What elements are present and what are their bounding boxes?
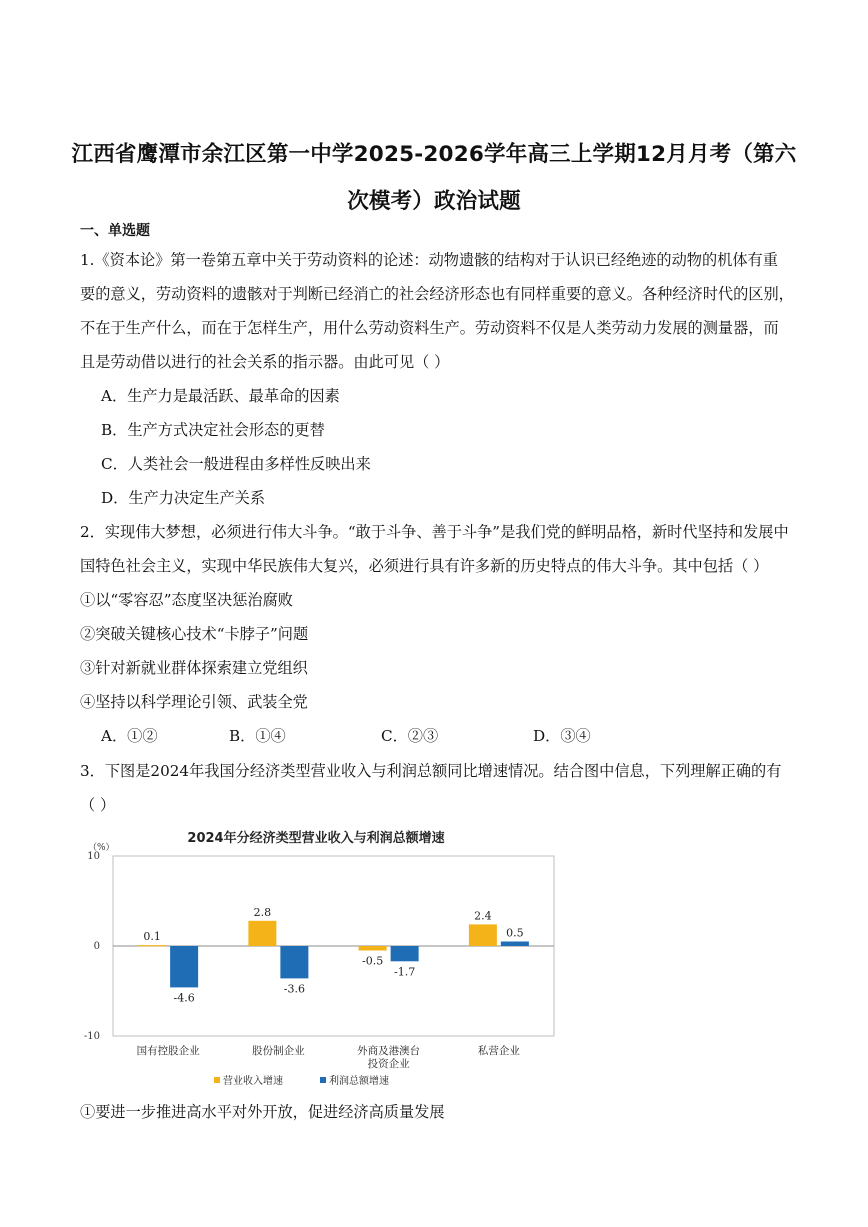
q2-text-line: 2．实现伟大梦想，必须进行伟大斗争。“敢于斗争、善于斗争”是我们党的鲜明品格，新时代坚持和发展中 xyxy=(80,523,789,541)
q1-option-b: B．生产方式决定社会形态的更替 xyxy=(101,421,325,439)
bar-data-label: 2.8 xyxy=(253,905,272,919)
q1-text-line: 且是劳动借以进行的社会关系的指示器。由此可见（ ） xyxy=(80,353,450,371)
bar-data-label: 0.1 xyxy=(143,930,161,944)
x-category-label: 投资企业 xyxy=(367,1058,410,1070)
q3-text-line: （ ） xyxy=(80,796,116,814)
bar-data-label: 0.5 xyxy=(506,926,524,940)
bar-data-label: -3.6 xyxy=(283,982,305,996)
x-category-label: 私营企业 xyxy=(477,1045,520,1057)
y-tick-label: -10 xyxy=(83,1031,100,1042)
q1-option-d: D．生产力决定生产关系 xyxy=(101,489,266,507)
legend-label: 利润总额增速 xyxy=(329,1076,389,1087)
bar-data-label: -0.5 xyxy=(362,954,384,968)
q1-text-line: 要的意义，劳动资料的遗骸对于判断已经消亡的社会经济形态也有同样重要的意义。各种经济时代的区别， xyxy=(80,285,794,303)
q1-option-a: A．生产力是最活跃、最革命的因素 xyxy=(101,387,340,405)
q2-option-a: A．①② xyxy=(101,727,158,745)
q3-text-line: 3．下图是2024年我国分经济类型营业收入与利润总额同比增速情况。结合图中信息，下列理解正确的有 xyxy=(80,762,782,780)
doc-title-line-2: 次模考）政治试题 xyxy=(347,189,521,214)
q1-option-c: C．人类社会一般进程由多样性反映出来 xyxy=(101,455,371,473)
q2-option-c: C．②③ xyxy=(381,727,439,745)
doc-title-line-1: 江西省鹰潭市余江区第一中学2025-2026学年高三上学期12月月考（第六 xyxy=(71,142,797,167)
q1-text-line: 不在于生产什么，而在于怎样生产，用什么劳动资料生产。劳动资料不仅是人类劳动力发展的测量器，而 xyxy=(80,319,779,337)
q2-item-1: ①以“零容忍”态度坚决惩治腐败 xyxy=(80,591,293,609)
q1-text-line: 1.《资本论》第一卷第五章中关于劳动资料的论述：动物遗骸的结构对于认识已经绝迹的动物的机体有重 xyxy=(80,251,778,269)
q3-item-1: ①要进一步推进高水平对外开放，促进经济高质量发展 xyxy=(80,1103,445,1121)
q2-item-4: ④坚持以科学理论引领、武装全党 xyxy=(80,693,308,711)
bar-profit xyxy=(391,946,419,961)
x-category-label: 国有控股企业 xyxy=(136,1045,200,1057)
bar-chart xyxy=(76,820,556,1100)
bar-revenue xyxy=(469,924,497,946)
legend-swatch xyxy=(320,1077,326,1083)
q2-item-2: ②突破关键核心技术“卡脖子”问题 xyxy=(80,625,309,643)
bar-data-label: 2.4 xyxy=(474,909,492,923)
chart-title: 2024年分经济类型营业收入与利润总额增速 xyxy=(187,831,445,846)
bar-revenue xyxy=(138,945,166,946)
bar-data-label: -4.6 xyxy=(173,991,195,1005)
bar-revenue xyxy=(359,946,387,951)
legend-label: 营业收入增速 xyxy=(223,1076,283,1087)
x-category-label: 股份制企业 xyxy=(252,1045,305,1057)
bar-profit xyxy=(280,946,308,978)
q2-option-d: D．③④ xyxy=(533,727,591,745)
y-tick-label: 0 xyxy=(93,941,100,952)
bar-chart-svg xyxy=(76,820,556,1100)
bar-data-label: -1.7 xyxy=(394,965,416,979)
q2-item-3: ③针对新就业群体探索建立党组织 xyxy=(80,659,308,677)
y-tick-label: 10 xyxy=(87,851,100,862)
section-heading: 一、单选题 xyxy=(80,223,150,239)
q2-option-b: B．①④ xyxy=(229,727,286,745)
bar-revenue xyxy=(248,921,276,946)
y-axis-unit-label: （%） xyxy=(88,843,115,853)
bar-profit xyxy=(501,942,529,947)
bar-profit xyxy=(170,946,198,987)
legend-swatch xyxy=(214,1077,220,1083)
x-category-label: 外商及港澳台 xyxy=(357,1045,421,1057)
q2-text-line: 国特色社会主义，实现中华民族伟大复兴，必须进行具有许多新的历史特点的伟大斗争。其中包括（ ） xyxy=(80,557,769,575)
